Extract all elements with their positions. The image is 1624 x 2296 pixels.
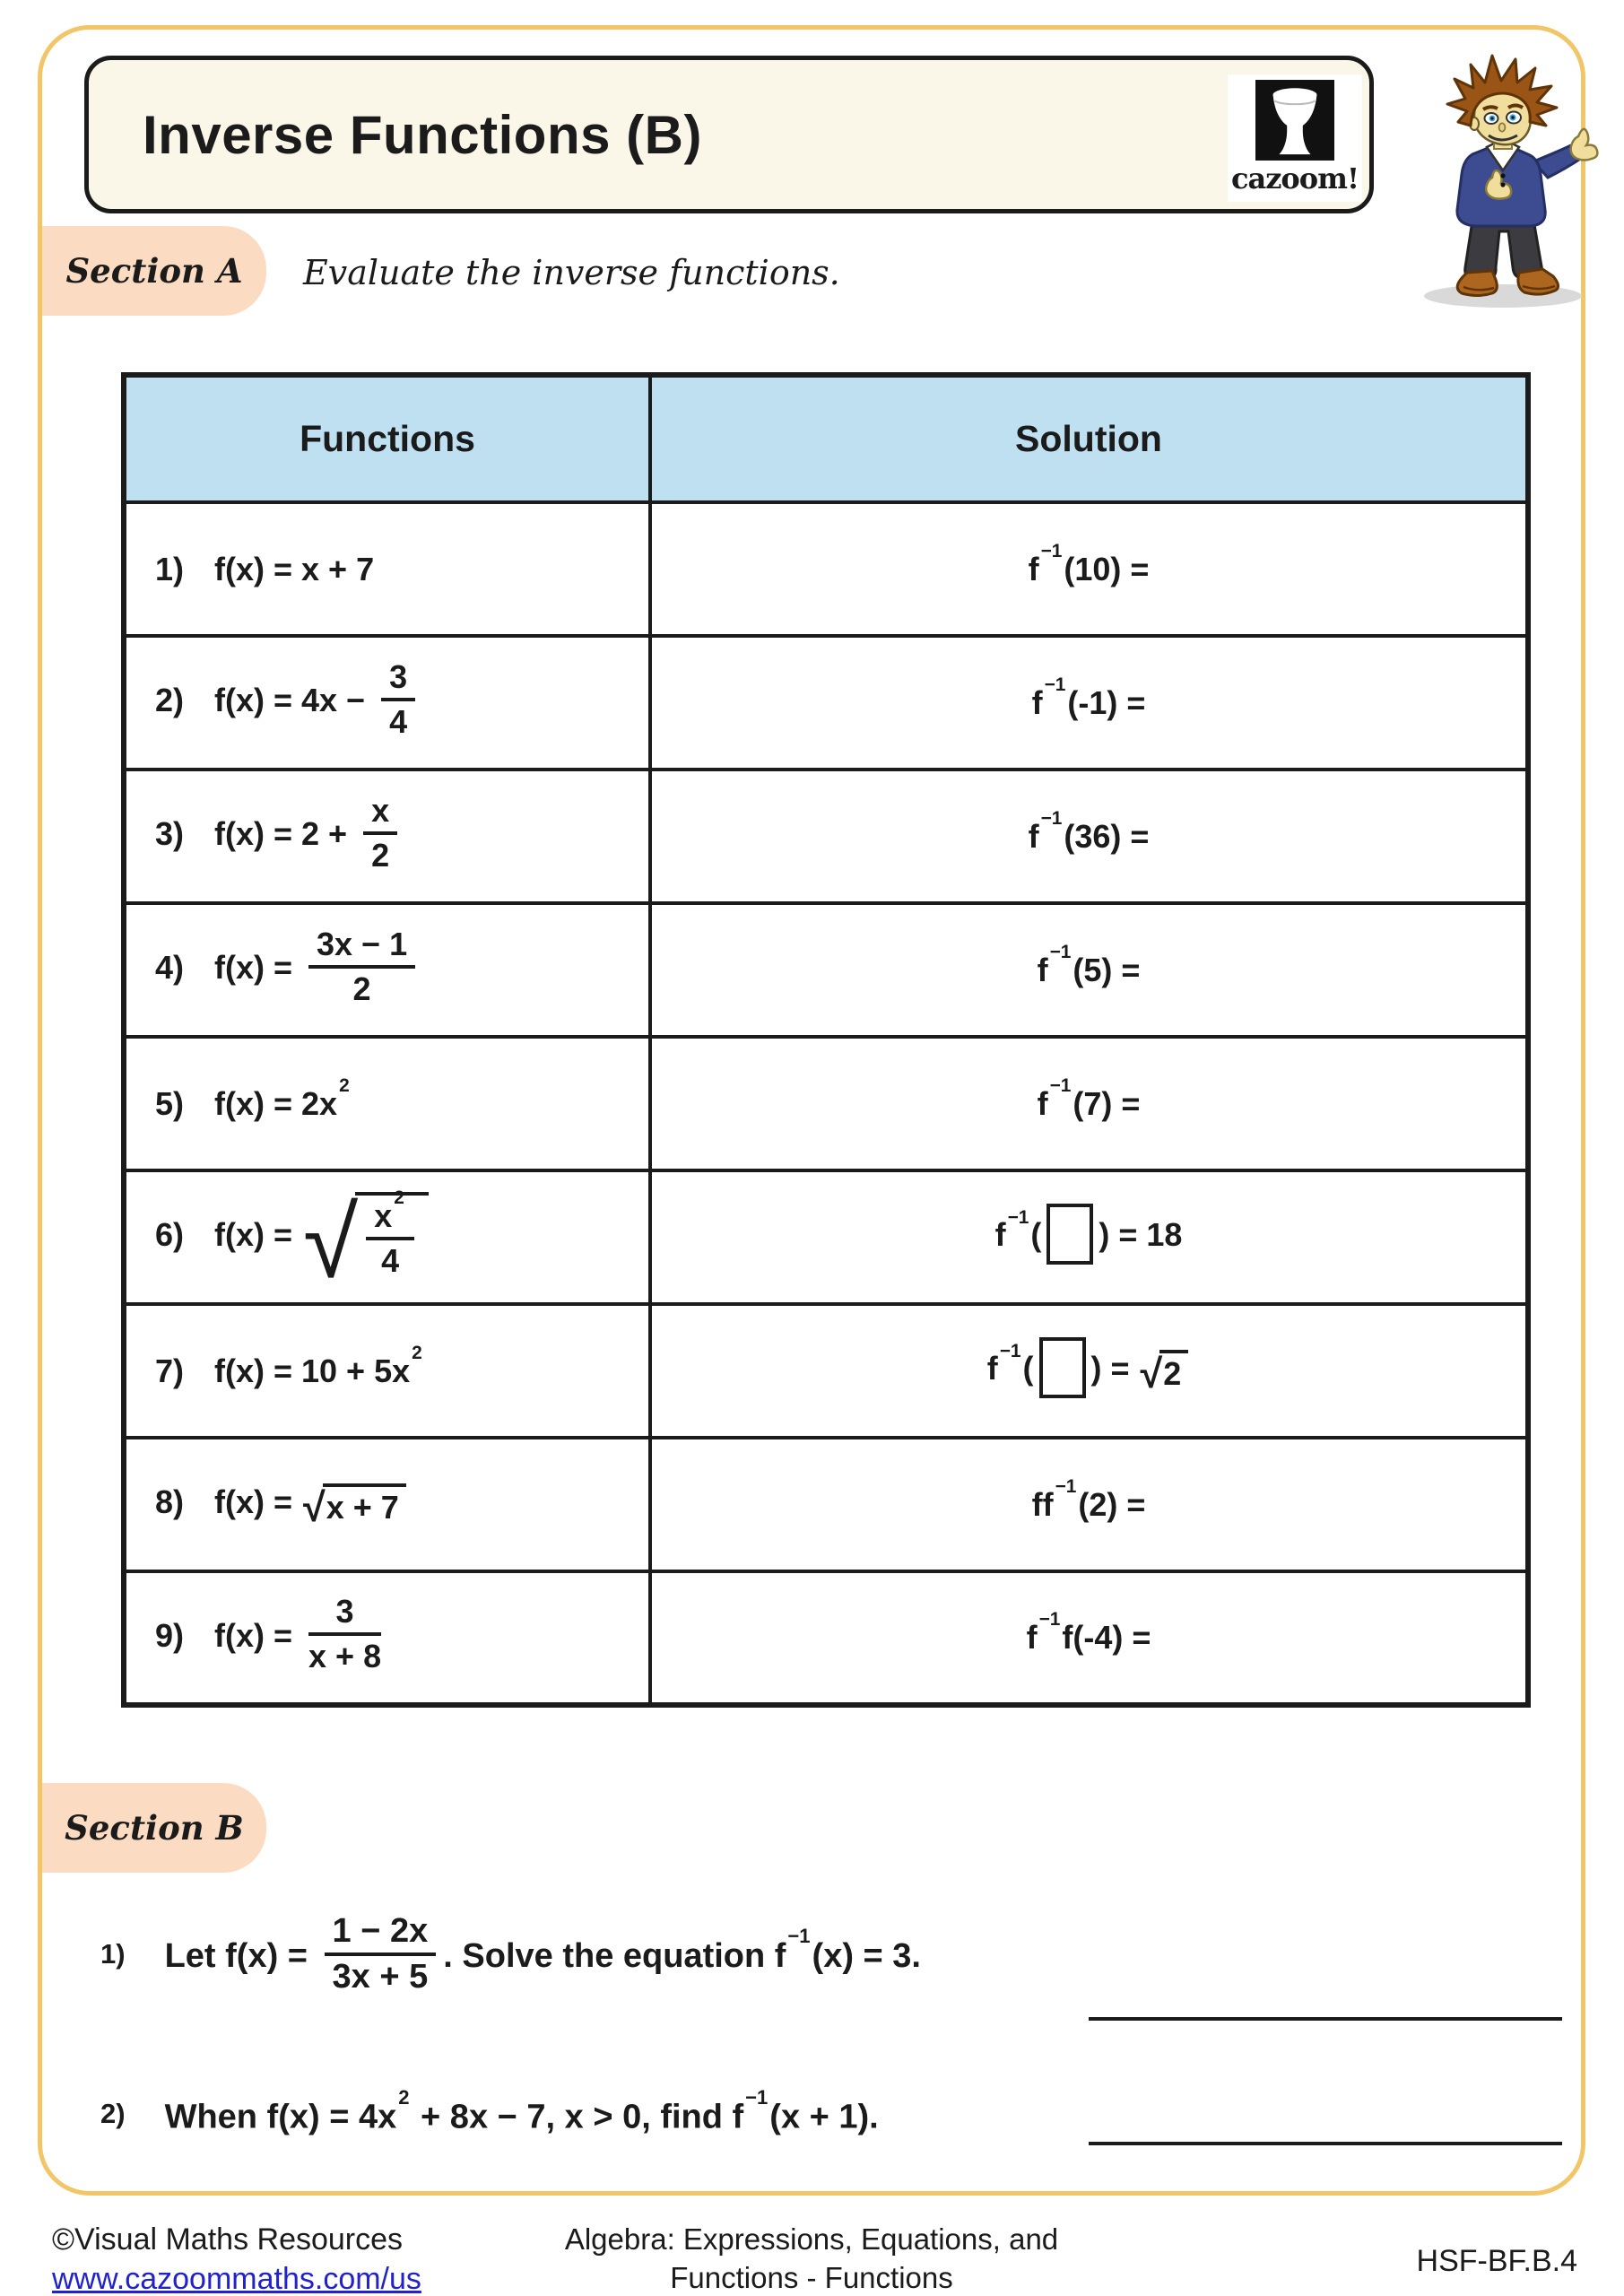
solution-cell bbox=[650, 502, 1528, 636]
problem-statement: Let f(x) = $\frac{1 - 2x}{3x + 5}$ . Solve the equation $f^{-1}(x) = 3$. bbox=[164, 1912, 921, 1996]
numerator: 1 − 2x bbox=[325, 1912, 437, 1956]
superscript: −1 bbox=[1007, 1206, 1029, 1228]
function-cell bbox=[124, 1170, 650, 1304]
numerator: 3 bbox=[381, 658, 415, 701]
superscript: −1 bbox=[1038, 1609, 1061, 1631]
table-row bbox=[124, 1571, 1528, 1705]
denominator: 4 bbox=[389, 702, 408, 740]
function-cell bbox=[124, 1304, 650, 1438]
drum-icon bbox=[1255, 80, 1334, 161]
radical-sign-icon: √ bbox=[303, 1187, 359, 1300]
page-title: Inverse Functions (B) bbox=[143, 104, 702, 165]
solution-expression: $ff^{-1}(2)$ = bbox=[1031, 1475, 1146, 1523]
table-row bbox=[124, 1304, 1528, 1438]
footer-credits bbox=[52, 2221, 421, 2296]
category-line-2: Functions - Functions bbox=[670, 2260, 953, 2294]
item-number: 1) bbox=[100, 1938, 126, 1970]
superscript: 2 bbox=[339, 1074, 350, 1096]
radicand bbox=[355, 1187, 429, 1283]
superscript: −1 bbox=[999, 1340, 1021, 1361]
radicand: 2 bbox=[1159, 1350, 1188, 1393]
item-number: 5) bbox=[155, 1084, 185, 1122]
solution-expression: $f^{-1}(-1)$ = bbox=[1031, 674, 1146, 721]
table-row bbox=[124, 1170, 1528, 1304]
copyright-text: ©Visual Maths Resources bbox=[52, 2222, 404, 2257]
solution-cell bbox=[650, 770, 1528, 903]
table-row bbox=[124, 1438, 1528, 1571]
section-b-label bbox=[42, 1783, 266, 1873]
item-number: 1) bbox=[155, 550, 185, 587]
denominator: 4 bbox=[381, 1241, 400, 1279]
table-row bbox=[124, 903, 1528, 1037]
solution-cell bbox=[650, 1438, 1528, 1571]
title-banner bbox=[84, 56, 1374, 213]
superscript: −1 bbox=[1049, 1074, 1072, 1096]
table-row bbox=[124, 1037, 1528, 1170]
function-cell bbox=[124, 770, 650, 903]
square-root bbox=[1140, 1350, 1189, 1397]
table-row bbox=[124, 502, 1528, 636]
denominator: 2 bbox=[371, 836, 390, 874]
function-cell bbox=[124, 903, 650, 1037]
standard-code: HSF-BF.B.4 bbox=[1416, 2244, 1577, 2278]
function-expression: f(x) = √ x + 7 bbox=[214, 1483, 408, 1520]
denominator: 2 bbox=[352, 970, 371, 1007]
function-expression: f(x) = 4x − $\frac{3}{4}$ bbox=[214, 682, 422, 718]
table-row bbox=[124, 770, 1528, 903]
item-number: 6) bbox=[155, 1216, 185, 1254]
function-expression: f(x) = √ $\frac{x^2}{4}$ bbox=[214, 1216, 430, 1253]
fraction bbox=[308, 926, 415, 1008]
column-header-solution: Solution bbox=[650, 375, 1528, 502]
functions-table bbox=[121, 372, 1531, 1708]
item-number: 3) bbox=[155, 815, 185, 853]
item-number: 8) bbox=[155, 1483, 185, 1521]
solution-cell bbox=[650, 1304, 1528, 1438]
function-cell bbox=[124, 502, 650, 636]
solution-expression: $f^{-1}$( ) = √ 2 bbox=[987, 1350, 1191, 1387]
solution-expression: $f^{-1}$( ) = 18 bbox=[995, 1216, 1183, 1253]
numerator: 3 bbox=[308, 1593, 381, 1636]
denominator: x + 8 bbox=[308, 1638, 382, 1674]
table-header-row bbox=[124, 375, 1528, 502]
numerator: x bbox=[363, 792, 397, 835]
fraction bbox=[381, 658, 415, 741]
answer-box bbox=[1039, 1337, 1086, 1398]
superscript: 2 bbox=[394, 1187, 404, 1208]
solution-expression: $f^{-1}(5)$ = bbox=[1037, 941, 1141, 988]
superscript: −1 bbox=[1040, 540, 1063, 561]
superscript: −1 bbox=[1044, 674, 1066, 695]
superscript: −1 bbox=[1049, 941, 1072, 962]
solution-cell bbox=[650, 1170, 1528, 1304]
item-number: 9) bbox=[155, 1616, 185, 1654]
radicand: x + 7 bbox=[323, 1483, 406, 1526]
function-cell bbox=[124, 636, 650, 770]
section-b-problem bbox=[100, 2086, 879, 2149]
answer-line bbox=[1089, 2142, 1562, 2145]
mascot-student-illustration bbox=[1388, 43, 1621, 312]
website-link[interactable]: www.cazoommaths.com/us bbox=[52, 2261, 421, 2296]
function-cell bbox=[124, 1438, 650, 1571]
superscript: 2 bbox=[412, 1342, 422, 1363]
solution-cell bbox=[650, 1571, 1528, 1705]
numerator: 3x − 1 bbox=[308, 926, 415, 969]
solution-expression: $f^{-1}(36)$ = bbox=[1028, 807, 1150, 855]
radical-sign-icon: √ bbox=[303, 1484, 326, 1531]
item-number: 7) bbox=[155, 1352, 185, 1389]
fraction bbox=[308, 1593, 381, 1675]
function-cell bbox=[124, 1571, 650, 1705]
superscript: −1 bbox=[787, 1925, 811, 1948]
item-number: 2) bbox=[155, 682, 185, 719]
solution-cell bbox=[650, 903, 1528, 1037]
function-expression: f(x) = x + 7 bbox=[214, 550, 375, 587]
fraction bbox=[366, 1187, 414, 1280]
section-b-text: Section B bbox=[65, 1808, 244, 1848]
table-row bbox=[124, 636, 1528, 770]
radical-sign-icon: √ bbox=[1140, 1351, 1163, 1397]
solution-expression: $f^{-1}f(-4)$ = bbox=[1026, 1609, 1151, 1656]
category-line-1: Algebra: Expressions, Equations, and bbox=[564, 2222, 1059, 2256]
superscript: 2 bbox=[398, 2085, 410, 2109]
function-expression: f(x) = $\frac{3}{x + 8}$ bbox=[214, 1593, 382, 1674]
superscript: −1 bbox=[745, 2085, 769, 2109]
fraction bbox=[363, 792, 397, 874]
section-a-text: Section A bbox=[65, 251, 243, 291]
solution-cell bbox=[650, 1037, 1528, 1170]
numerator: $x^2$ bbox=[366, 1197, 414, 1240]
solution-expression: $f^{-1}(10)$ = bbox=[1028, 540, 1150, 587]
fraction bbox=[325, 1912, 437, 1996]
footer-category bbox=[498, 2221, 1125, 2296]
problem-statement: When $f(x) = 4x^2 + 8x - 7$, x > 0, find $f^{-1}(x + 1)$. bbox=[164, 2085, 879, 2136]
solution-expression: $f^{-1}(7)$ = bbox=[1037, 1074, 1141, 1122]
function-expression: f(x) = $\frac{3x - 1}{2}$ bbox=[214, 949, 422, 986]
section-a-label bbox=[42, 226, 266, 316]
superscript: −1 bbox=[1055, 1475, 1077, 1497]
function-expression: $f(x) = 2x^2$ bbox=[214, 1074, 350, 1122]
function-expression: $f(x) = 10 + 5x^2$ bbox=[214, 1342, 422, 1389]
section-b-problem bbox=[100, 1900, 921, 2016]
answer-line bbox=[1089, 2017, 1562, 2021]
denominator: 3x + 5 bbox=[332, 1958, 429, 1996]
solution-cell bbox=[650, 636, 1528, 770]
column-header-functions: Functions bbox=[124, 375, 650, 502]
function-cell bbox=[124, 1037, 650, 1170]
item-number: 4) bbox=[155, 949, 185, 987]
cazoom-logo bbox=[1228, 74, 1362, 202]
answer-box bbox=[1046, 1204, 1093, 1265]
logo-text: cazoom! bbox=[1231, 161, 1359, 196]
item-number: 2) bbox=[100, 2098, 126, 2129]
superscript: −1 bbox=[1040, 807, 1063, 829]
section-a-instruction: Evaluate the inverse functions. bbox=[303, 253, 840, 292]
function-expression: f(x) = 2 + $\frac{x}{2}$ bbox=[214, 815, 404, 852]
